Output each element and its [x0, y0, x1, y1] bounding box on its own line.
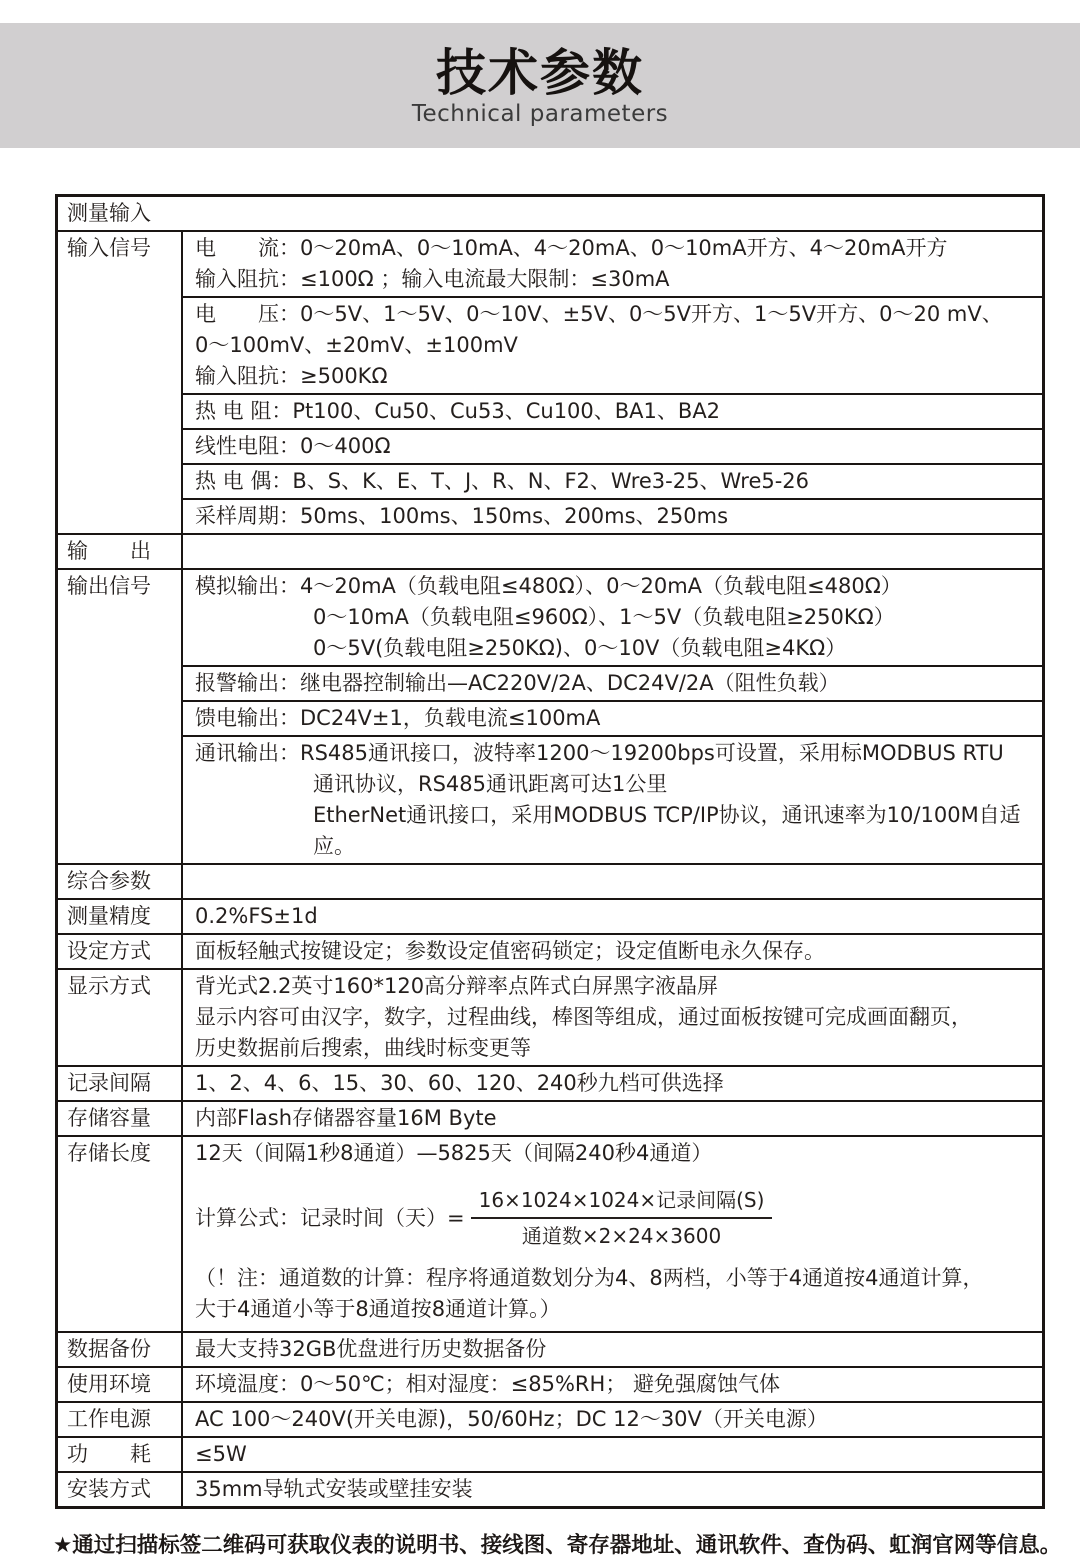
section-general-label: 综合参数 [58, 865, 183, 898]
display-line-3: 历史数据前后搜索，曲线时标变更等 [195, 1036, 531, 1060]
installation-value: 35mm导轨式安装或壁挂安装 [195, 1477, 473, 1501]
page-title: 技术参数 [436, 43, 644, 102]
row-power-supply [58, 1403, 1042, 1438]
storage-note-line-1: （！注：通道数的计算：程序将通道数划分为4、8两档，小等于4通道按4通道计算， [195, 1266, 984, 1290]
analog-line-1: 模拟输出：4～20mA（负载电阻≤480Ω）、0～20mA（负载电阻≤480Ω） [195, 574, 902, 598]
analog-line-3: 0～5V(负载电阻≥250KΩ)、0～10V（负载电阻≥4KΩ） [313, 636, 847, 660]
voltage-line-1: 电 压：0～5V、1～5V、0～10V、±5V、0～5V开方、1～5V开方、0～20 mV、 [195, 302, 1003, 326]
row-section-general [58, 865, 1042, 900]
section-measure-input-label: 测量输入 [67, 201, 151, 225]
storage-formula-denominator: 通道数×2×24×3600 [521, 1224, 722, 1248]
accuracy-label: 测量精度 [58, 900, 183, 933]
row-display [58, 970, 1042, 1067]
setting-value: 面板轻触式按键设定；参数设定值密码锁定；设定值断电永久保存。 [195, 939, 825, 963]
environment-label: 使用环境 [58, 1368, 183, 1401]
row-power-consumption [58, 1438, 1042, 1473]
data-backup-value: 最大支持32GB优盘进行历史数据备份 [195, 1337, 547, 1361]
data-backup-label: 数据备份 [58, 1333, 183, 1366]
storage-formula-prefix: 计算公式：记录时间（天）= [195, 1205, 465, 1230]
section-output-label: 输 出 [58, 535, 183, 568]
cell-thermocouple: 热 电 偶：B、S、K、E、T、J、R、N、F2、Wre3-25、Wre5-26 [183, 465, 1042, 500]
spec-table [55, 194, 1045, 1509]
row-record-interval [58, 1067, 1042, 1102]
storage-length-range: 12天（间隔1秒8通道）—5825天（间隔240秒4通道） [195, 1141, 713, 1165]
row-setting [58, 935, 1042, 970]
cell-analog-output [183, 570, 1042, 667]
title-band [0, 23, 1080, 148]
row-output-signal [58, 570, 1042, 865]
cell-voltage [183, 298, 1042, 395]
storage-capacity-value: 内部Flash存储器容量16M Byte [195, 1106, 497, 1130]
comm-line-3: EtherNet通讯接口，采用MODBUS TCP/IP协议，通讯速率为10/100M自适应。 [313, 803, 1021, 858]
current-line-2: 输入阻抗：≤100Ω ；输入电流最大限制：≤30mA [195, 267, 670, 291]
record-interval-value: 1、2、4、6、15、30、60、120、240秒九档可供选择 [195, 1071, 724, 1095]
comm-line-2: 通讯协议，RS485通讯距离可达1公里 [313, 772, 668, 796]
input-signal-label: 输入信号 [58, 232, 183, 533]
storage-formula [195, 1185, 1034, 1251]
row-accuracy [58, 900, 1042, 935]
section-output-empty [183, 535, 1042, 568]
comm-line-1: 通讯输出：RS485通讯接口，波特率1200～19200bps可设置，采用标MODBUS RTU [195, 741, 1004, 765]
setting-label: 设定方式 [58, 935, 183, 968]
storage-length-label: 存储长度 [58, 1137, 183, 1331]
row-installation [58, 1473, 1042, 1506]
storage-note [195, 1263, 1034, 1325]
input-signal-cells [183, 232, 1042, 533]
footer-note: ★通过扫描标签二维码可获取仪表的说明书、接线图、寄存器地址、通讯软件、查伪码、虹润官网等信息。 [53, 1533, 1062, 1558]
power-supply-value: AC 100～240V(开关电源)，50/60Hz；DC 12～30V（开关电源） [195, 1407, 828, 1431]
page [0, 23, 1080, 1558]
display-label: 显示方式 [58, 970, 183, 1065]
storage-formula-fraction [471, 1185, 773, 1251]
row-section-measure-input [58, 197, 1042, 232]
record-interval-label: 记录间隔 [58, 1067, 183, 1100]
output-signal-cells [183, 570, 1042, 863]
storage-length-value [183, 1137, 1042, 1331]
analog-line-2: 0～10mA（负载电阻≤960Ω）、1～5V（负载电阻≥250KΩ） [313, 605, 895, 629]
cell-linear-resistance: 线性电阻：0～400Ω [183, 430, 1042, 465]
display-line-1: 背光式2.2英寸160*120高分辩率点阵式白屏黑字液晶屏 [195, 974, 719, 998]
display-value [183, 970, 1042, 1065]
output-signal-label: 输出信号 [58, 570, 183, 863]
row-storage-capacity [58, 1102, 1042, 1137]
row-storage-length [58, 1137, 1042, 1333]
environment-value: 环境温度：0～50℃；相对湿度：≤85%RH； 避免强腐蚀气体 [195, 1372, 780, 1396]
row-section-output [58, 535, 1042, 570]
section-general-empty [183, 865, 1042, 898]
power-consumption-value: ≤5W [195, 1442, 247, 1466]
storage-formula-numerator: 16×1024×1024×记录间隔(S) [471, 1185, 773, 1219]
power-supply-label: 工作电源 [58, 1403, 183, 1436]
storage-note-line-2: 大于4通道小等于8通道按8通道计算。） [195, 1297, 561, 1321]
page-subtitle: Technical parameters [411, 100, 669, 127]
cell-current [183, 232, 1042, 298]
cell-sampling-period: 采样周期：50ms、100ms、150ms、200ms、250ms [195, 504, 729, 528]
display-line-2: 显示内容可由汉字，数字，过程曲线，棒图等组成，通过面板按键可完成画面翻页， [195, 1005, 972, 1029]
accuracy-value: 0.2%FS±1d [195, 904, 318, 928]
cell-comm-output [183, 737, 1042, 863]
installation-label: 安装方式 [58, 1473, 183, 1506]
storage-capacity-label: 存储容量 [58, 1102, 183, 1135]
voltage-line-2: 0～100mV、±20mV、±100mV [195, 333, 518, 357]
row-environment [58, 1368, 1042, 1403]
power-consumption-label: 功 耗 [58, 1438, 183, 1471]
cell-excitation-output: 馈电输出：DC24V±1，负载电流≤100mA [183, 702, 1042, 737]
cell-alarm-output: 报警输出：继电器控制输出—AC220V/2A、DC24V/2A（阻性负载） [183, 667, 1042, 702]
row-input-signal [58, 232, 1042, 535]
current-line-1: 电 流：0～20mA、0～10mA、4～20mA、0～10mA开方、4～20mA开方 [195, 236, 948, 260]
cell-rtd: 热 电 阻：Pt100、Cu50、Cu53、Cu100、BA1、BA2 [183, 395, 1042, 430]
voltage-line-3: 输入阻抗：≥500KΩ [195, 364, 388, 388]
row-data-backup [58, 1333, 1042, 1368]
